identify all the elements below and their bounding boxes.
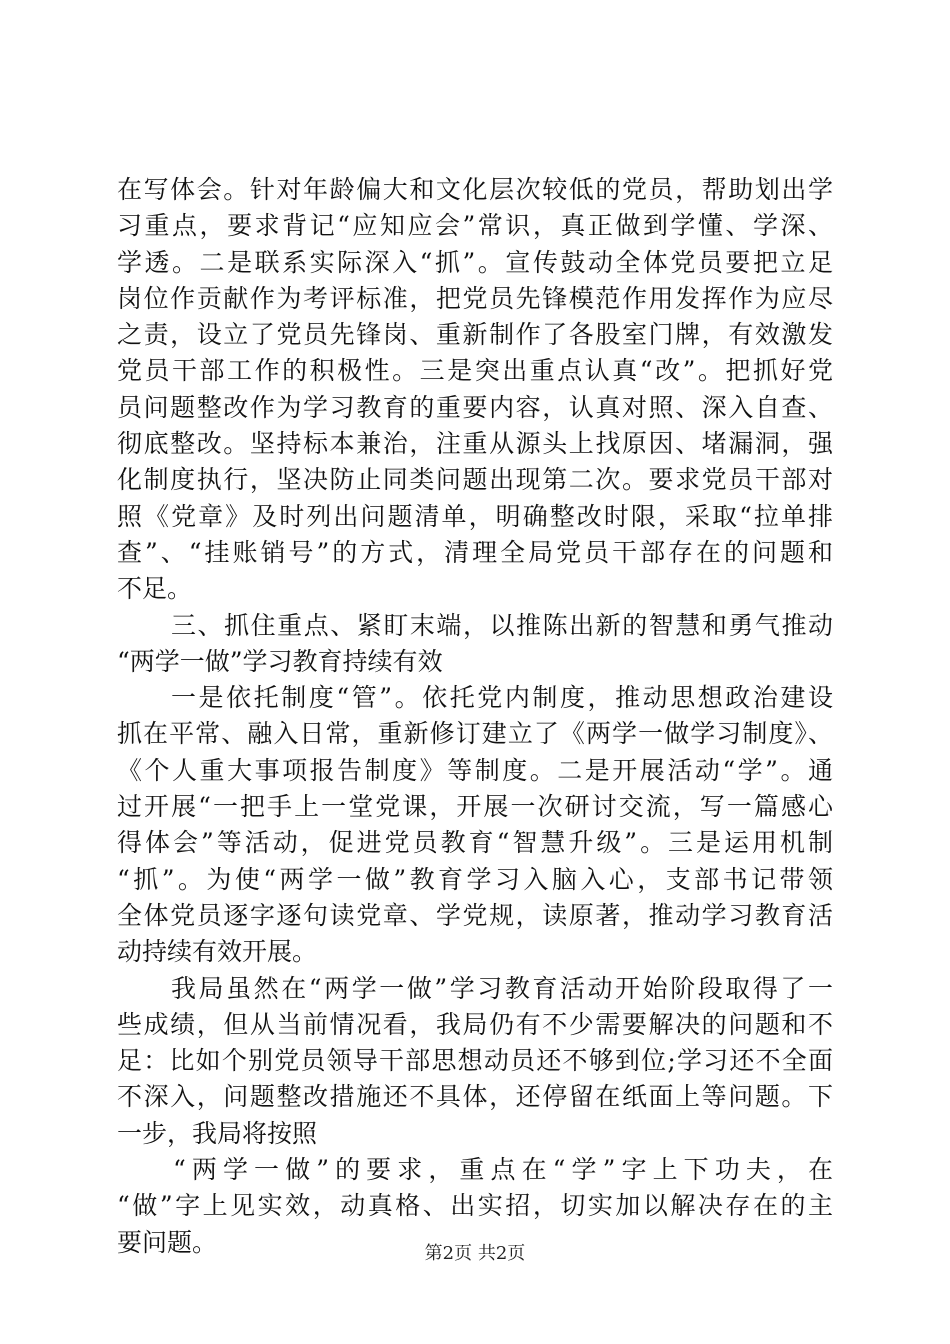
text-line: 员问题整改作为学习教育的重要内容，认真对照、深入自查、 <box>117 392 833 422</box>
text-line: 一是依托制度“管”。依托党内制度，推动思想政治建设 <box>171 683 833 713</box>
text-line: 化制度执行，坚决防止同类问题出现第二次。要求党员干部对 <box>117 465 833 495</box>
text-line: 要问题。 <box>117 1227 218 1257</box>
text-line: 学透。二是联系实际深入“抓”。宣传鼓动全体党员要把立足 <box>117 247 833 277</box>
text-line: 习重点，要求背记“应知应会”常识，真正做到学懂、学深、 <box>117 211 833 241</box>
text-line: 不深入，问题整改措施还不具体，还停留在纸面上等问题。下 <box>117 1082 833 1112</box>
text-line: 岗位作贡献作为考评标准，把党员先锋模范作用发挥作为应尽 <box>117 283 833 313</box>
text-line: 之责，设立了党员先锋岗、重新制作了各股室门牌，有效激发 <box>117 320 833 350</box>
text-line: 查”、“挂账销号”的方式，清理全局党员干部存在的问题和 <box>117 537 833 567</box>
text-line: 过开展“一把手上一堂党课，开展一次研讨交流，写一篇感心 <box>117 792 833 822</box>
text-line: 不足。 <box>117 574 193 604</box>
text-line: “两学一做”的要求，重点在“学”字上下功夫，在 <box>173 1155 833 1185</box>
section-heading-line: “两学一做”学习教育持续有效 <box>117 646 443 676</box>
text-line: 我局虽然在“两学一做”学习教育活动开始阶段取得了一 <box>171 973 833 1003</box>
text-line: 足：比如个别党员领导干部思想动员还不够到位;学习还不全面 <box>117 1046 833 1076</box>
page-number: 第2页 共2页 <box>424 1243 526 1264</box>
text-line: 照《党章》及时列出问题清单，明确整改时限，采取“拉单排 <box>117 501 833 531</box>
text-line: 彻底整改。坚持标本兼治，注重从源头上找原因、堵漏洞，强 <box>117 429 833 459</box>
text-line: “抓”。为使“两学一做”教育学习入脑入心，支部书记带领 <box>117 864 833 894</box>
text-line: 得体会”等活动，促进党员教育“智慧升级”。三是运用机制 <box>117 828 833 858</box>
text-line: 党员干部工作的积极性。三是突出重点认真“改”。把抓好党 <box>117 356 833 386</box>
text-line: 抓在平常、融入日常，重新修订建立了《两学一做学习制度》、 <box>117 719 833 749</box>
text-line: 全体党员逐字逐句读党章、学党规，读原著，推动学习教育活 <box>117 900 833 930</box>
text-line: 在写体会。针对年龄偏大和文化层次较低的党员，帮助划出学 <box>117 175 833 204</box>
section-heading-line: 三、抓住重点、紧盯末端，以推陈出新的智慧和勇气推动 <box>171 610 833 640</box>
text-line: 一步，我局将按照 <box>117 1118 318 1148</box>
document-body <box>117 172 833 1261</box>
text-line: “做”字上见实效，动真格、出实招，切实加以解决存在的主 <box>117 1191 833 1221</box>
text-line: 动持续有效开展。 <box>117 937 318 967</box>
text-line: 《个人重大事项报告制度》等制度。二是开展活动“学”。通 <box>117 755 833 785</box>
text-line: 些成绩，但从当前情况看，我局仍有不少需要解决的问题和不 <box>117 1009 833 1039</box>
